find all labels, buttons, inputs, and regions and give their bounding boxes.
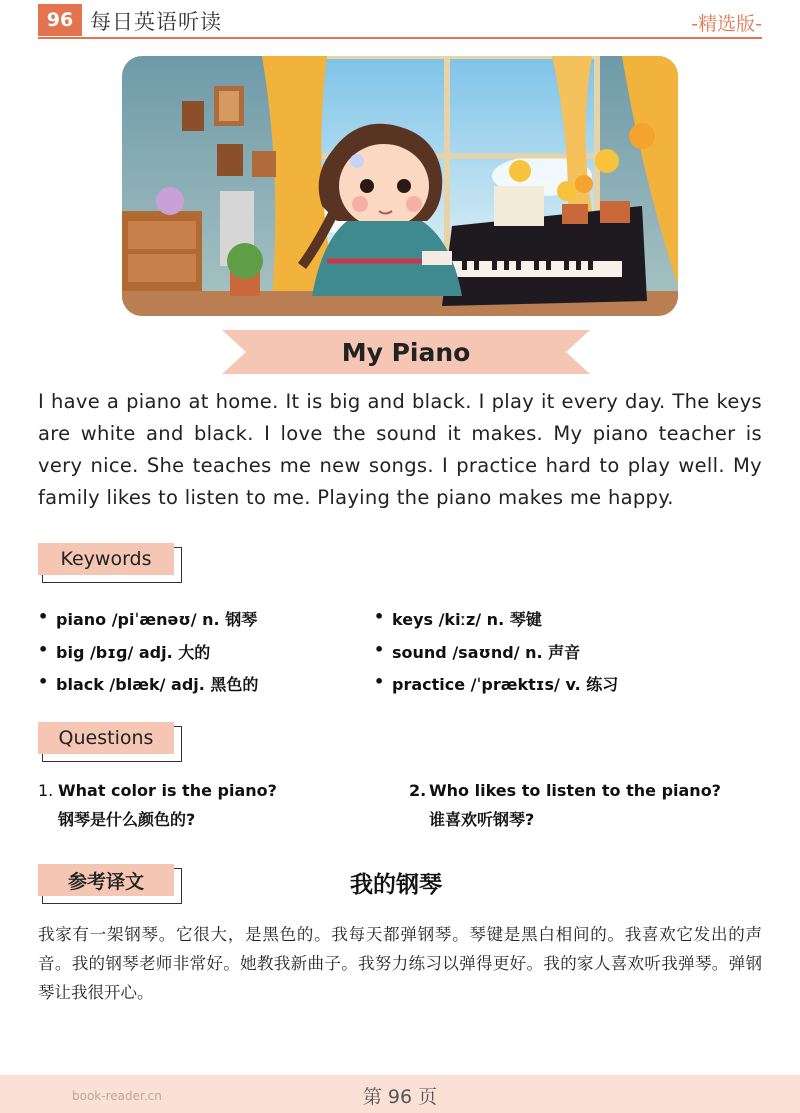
article-passage: I have a piano at home. It is big and black. I play it every day. The keys are white and black. I love the sound it makes. My piano teacher is very nice. She teaches me new songs. I practice hard to play well. My family likes to listen to me. Playing the piano makes me happy. (38, 390, 762, 509)
page-header (38, 4, 762, 40)
question-english: What color is the piano? (58, 781, 277, 800)
question-number: 2. (409, 781, 427, 800)
keyword-item (374, 607, 618, 640)
keyword-text: practice /ˈpræktɪs/ v. 练习 (392, 675, 619, 694)
keywords-section-label (38, 543, 180, 581)
keyword-item (374, 672, 618, 705)
bullet-dot-icon: • (374, 639, 385, 659)
translation-title: 我的钢琴 (350, 872, 442, 898)
watermark-text: book-reader.cn (72, 1089, 162, 1103)
header-divider (38, 37, 762, 39)
keyword-text: big /bɪɡ/ adj. 大的 (56, 642, 211, 662)
keywords-label: Keywords (38, 543, 174, 575)
translation-section-label (38, 864, 180, 902)
bullet-dot-icon: • (374, 672, 385, 691)
girl-piano-illustration (122, 56, 678, 316)
keyword-text: keys /kiːz/ n. 琴键 (392, 610, 542, 629)
title-ribbon (222, 330, 590, 374)
question-chinese: 谁喜欢听钢琴? (429, 810, 535, 829)
story-illustration (122, 56, 678, 316)
question-1 (38, 776, 277, 834)
translation-label: 参考译文 (38, 864, 174, 896)
page-number-badge: 96 (38, 4, 82, 36)
page-footer (0, 1075, 800, 1113)
footer-page-number: 第 96 页 (362, 1086, 438, 1108)
question-number: 1. (38, 781, 54, 800)
translation-text: 我家有一架钢琴。它很大，是黑色的。我每天都弹钢琴。琴键是黑白相间的。我喜欢它发出的声音。我的钢琴老师非常好。她教我新曲子。我努力练习以弹得更好。我的家人喜欢听我弹琴。弹钢琴让我很开心。 (38, 925, 762, 1002)
keyword-item (38, 640, 258, 673)
question-chinese: 钢琴是什么颜色的? (58, 810, 196, 829)
keyword-text: black /blæk/ adj. 黑色的 (56, 675, 259, 694)
series-title: 每日英语听读 (90, 10, 222, 34)
question-english: Who likes to listen to the piano? (429, 781, 721, 800)
bullet-dot-icon: • (374, 607, 385, 626)
keyword-item (38, 672, 258, 705)
keyword-list-left (38, 607, 258, 705)
article-title: My Piano (341, 337, 471, 367)
question-2 (409, 776, 721, 834)
edition-label: -精选版- (691, 13, 762, 35)
bullet-dot-icon: • (38, 672, 49, 691)
questions-section-label (38, 722, 180, 760)
keyword-text: sound /saʊnd/ n. 声音 (392, 642, 581, 662)
keyword-text: piano /piˈænəʊ/ n. 钢琴 (56, 610, 258, 629)
questions-label: Questions (38, 722, 174, 754)
keyword-item (374, 640, 618, 673)
bullet-dot-icon: • (38, 639, 49, 659)
bullet-dot-icon: • (38, 607, 49, 626)
keyword-item (38, 607, 258, 640)
keyword-list-right (374, 607, 618, 705)
